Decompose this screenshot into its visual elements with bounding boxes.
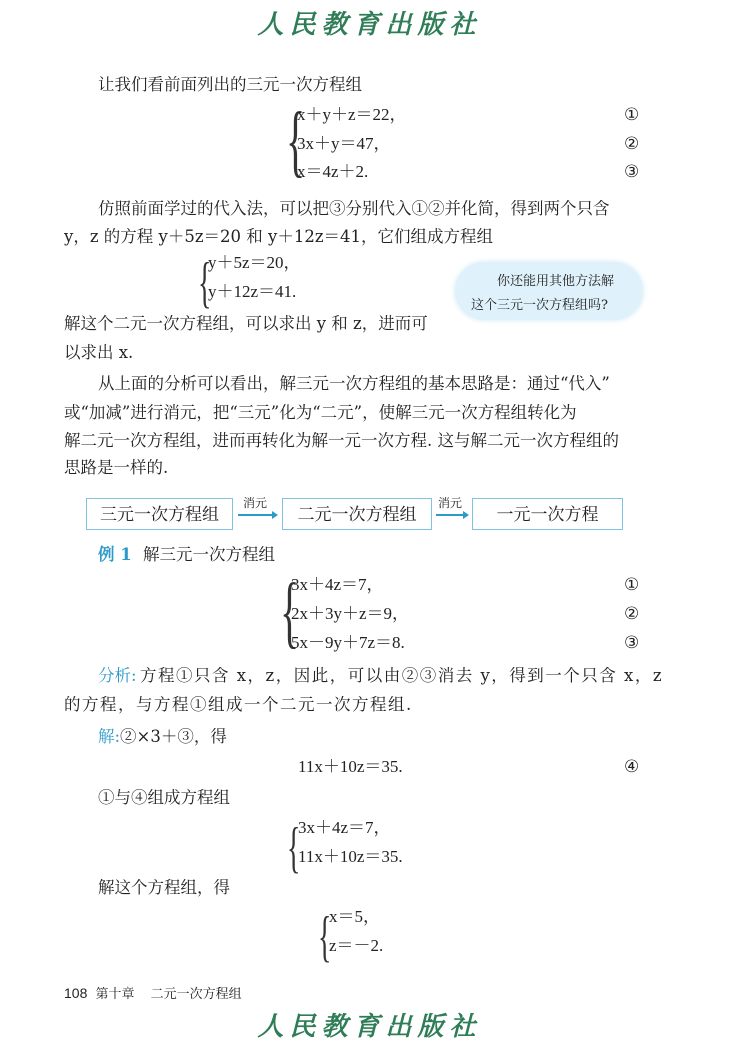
arrow-label: 消元 — [243, 496, 268, 510]
analysis-line: 的方程，与方程①组成一个二元一次方程组. — [64, 695, 413, 714]
equation-number: ④ — [624, 757, 640, 777]
equation-number: ③ — [624, 162, 640, 182]
brace: { — [318, 906, 332, 968]
brace: { — [286, 97, 306, 185]
equation: y＋5z＝20， — [208, 253, 301, 272]
page-number: 108 — [64, 985, 88, 1001]
paragraph-line: 仿照前面学过的代入法，可以把③分别代入①②并化简，得到两个只含 — [98, 199, 610, 218]
equation: x＝5， — [329, 907, 380, 926]
equation: 3x＋y＝47， — [297, 134, 391, 153]
paragraph-line: 思路是一样的. — [64, 458, 169, 477]
equation: 11x＋10z＝35. — [298, 847, 403, 866]
paragraph-line: 解这个二元一次方程组，可以求出 y 和 z，进而可 — [64, 314, 428, 333]
equation-number: ② — [624, 604, 640, 624]
equation-number: ① — [624, 105, 640, 125]
equation-number: ③ — [624, 633, 640, 653]
example-label: 例 1 — [98, 545, 132, 564]
page-footer — [64, 983, 242, 1002]
example-title: 解三元一次方程组 — [143, 545, 275, 564]
paragraph-line: 从上面的分析可以看出，解三元一次方程组的基本思路是：通过“代入” — [98, 374, 610, 393]
solve-text: 解这个方程组，得 — [98, 878, 230, 897]
paragraph-line: 以求出 x. — [64, 343, 134, 362]
solution-step: ②×3＋③，得 — [120, 727, 227, 746]
equation: 3x＋4z＝7， — [291, 575, 384, 594]
publisher-logo-top: 人民教育出版社 — [257, 10, 482, 40]
chapter-title: 二元一次方程组 — [150, 987, 242, 1002]
equation: y＋12z＝41. — [208, 282, 297, 301]
publisher-logo-bottom: 人民教育出版社 — [257, 1012, 482, 1042]
equation-number: ② — [624, 134, 640, 154]
flow-box-one-var: 一元一次方程 — [472, 498, 623, 530]
equation: x＋y＋z＝22， — [297, 105, 407, 124]
paragraph-line: y，z 的方程 y＋5z＝20 和 y＋12z＝41，它们组成方程组 — [64, 227, 494, 246]
equation: 11x＋10z＝35. — [298, 757, 403, 776]
flow-box-three-var: 三元一次方程组 — [86, 498, 233, 530]
solution-label: 解: — [98, 727, 121, 746]
equation: x＝4z＋2. — [297, 162, 369, 181]
brace: { — [287, 817, 301, 879]
combine-text: ①与④组成方程组 — [98, 788, 230, 807]
arrow-label: 消元 — [438, 496, 463, 510]
arrow-icon — [238, 514, 276, 516]
bubble-text: 这个三元一次方程组吗? — [471, 298, 608, 313]
paragraph-line: 或“加减”进行消元，把“三元”化为“二元”，使解三元一次方程组转化为 — [64, 403, 577, 422]
brace: { — [198, 252, 212, 314]
arrow-icon — [436, 514, 467, 516]
equation: 2x＋3y＋z＝9， — [291, 604, 410, 623]
chapter-number: 第十章 — [95, 987, 135, 1002]
brace: { — [280, 568, 300, 656]
equation: z＝－2. — [329, 936, 384, 955]
thought-bubble — [455, 262, 643, 320]
equation: 3x＋4z＝7， — [298, 818, 391, 837]
analysis-line: 方程①只含 x，z，因此，可以由②③消去 y，得到一个只含 x，z — [140, 666, 664, 685]
intro-text: 让我们看前面列出的三元一次方程组 — [98, 75, 362, 94]
equation: 5x－9y＋7z＝8. — [291, 633, 405, 652]
analysis-label: 分析: — [98, 666, 137, 685]
bubble-text: 你还能用其他方法解 — [497, 274, 615, 289]
paragraph-line: 解二元一次方程组，进而再转化为解一元一次方程. 这与解二元一次方程组的 — [64, 431, 619, 450]
equation-number: ① — [624, 575, 640, 595]
flow-box-two-var: 二元一次方程组 — [282, 498, 432, 530]
